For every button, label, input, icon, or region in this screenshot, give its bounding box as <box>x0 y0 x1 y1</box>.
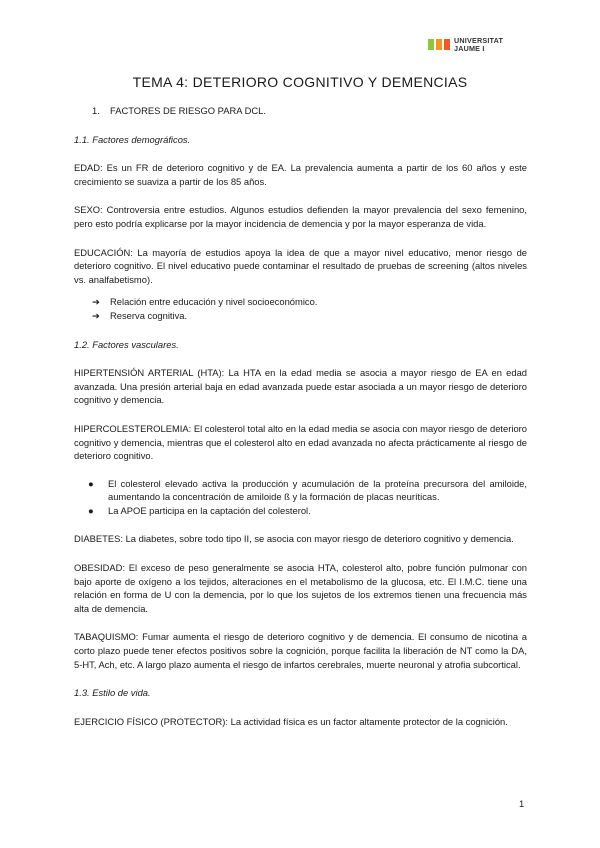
logo-mark-icon <box>428 39 450 50</box>
term-label: EDUCACIÓN: <box>74 246 133 258</box>
document-body <box>74 100 527 728</box>
bullet-icon: ● <box>88 504 94 516</box>
paragraph-ejercicio <box>74 715 527 729</box>
term-label: HIPERCOLESTEROLEMIA: <box>74 422 192 434</box>
term-label: HIPERTENSIÓN ARTERIAL (HTA): <box>74 367 225 379</box>
university-logo <box>428 37 503 52</box>
term-label: SEXO: <box>74 204 103 216</box>
paragraph-tabaquismo <box>74 630 527 671</box>
list-item-text: Relación entre educación y nivel socioeconómico. <box>110 296 318 308</box>
subsection-vasculares: 1.2. Factores vasculares. <box>74 338 179 350</box>
section-heading <box>92 104 527 118</box>
term-label: DIABETES: <box>74 533 123 545</box>
logo-block-green <box>428 39 434 50</box>
list-item-text: La APOE participa en la captación del colesterol. <box>108 504 311 516</box>
paragraph-hipercolesterolemia <box>74 422 527 463</box>
term-text: Es un FR de deterioro cognitivo y de EA. La prevalencia aumenta a partir de los 60 años y este crecimiento se suaviza a partir de los 85 años. <box>74 162 527 187</box>
term-text: El colesterol total alto en la edad media se asocia con mayor riesgo de deterioro cognitivo y demencia, mientras que el colesterol alto en edad avanzada no afecta prácticamente al riesgo de deterioro cognitivo. <box>74 422 527 462</box>
section-number: 1. <box>92 105 100 116</box>
list-item-text: Reserva cognitiva. <box>110 309 188 321</box>
arrow-icon: ➔ <box>92 296 100 308</box>
bullet-icon: ● <box>88 477 94 489</box>
hipercolesterolemia-list <box>74 477 527 518</box>
term-label: OBESIDAD: <box>74 562 126 574</box>
educacion-list <box>74 295 527 322</box>
list-item <box>92 309 527 323</box>
paragraph-educacion <box>74 246 527 287</box>
term-label: TABAQUISMO: <box>74 631 139 643</box>
arrow-icon: ➔ <box>92 309 100 321</box>
subsection-estilo-vida: 1.3. Estilo de vida. <box>74 687 151 699</box>
term-text: Fumar aumenta el riesgo de deterioro cognitivo y de demencia. El consumo de nicotina a corto plazo puede tener efectos positivos sobre la cognición, porque facilita la liberación de NT como la DA, 5-HT, Ach, etc. A largo plazo aumenta el riesgo de infartos cerebrales, muerte neuronal y atrofia subcortical. <box>74 631 527 670</box>
page-title: TEMA 4: DETERIORO COGNITIVO Y DEMENCIAS <box>132 74 468 90</box>
paragraph-obesidad <box>74 561 527 615</box>
logo-block-orange <box>436 39 442 50</box>
term-label: EDAD: <box>74 162 103 174</box>
section-title: FACTORES DE RIESGO PARA DCL. <box>110 105 266 116</box>
term-text: Controversia entre estudios. Algunos estudios defienden la mayor prevalencia del sexo femenino, pero esto podría explicarse por la mayor incidencia de demencia y por la mayor esperanza de vida. <box>74 204 527 229</box>
term-text: La actividad física es un factor altamente protector de la cognición. <box>230 715 508 727</box>
term-label: EJERCICIO FÍSICO (PROTECTOR): <box>74 715 229 727</box>
paragraph-edad <box>74 161 527 188</box>
list-item <box>88 477 527 504</box>
term-text: La mayoría de estudios apoya la idea de que a mayor nivel educativo, menor riesgo de deterioro cognitivo. El nivel educativo puede contaminar el resultado de pruebas de screening (altos niveles vs. analfabetismo). <box>74 246 527 285</box>
list-item <box>92 295 527 309</box>
list-item <box>88 504 527 518</box>
logo-line-2: JAUME I <box>454 43 485 53</box>
paragraph-diabetes <box>74 532 527 546</box>
term-text: La diabetes, sobre todo tipo II, se asocia con mayor riesgo de deterioro cognitivo y demencia. <box>125 533 514 545</box>
page-number: 1 <box>519 798 525 809</box>
subsection-demograficos: 1.1. Factores demográficos. <box>74 133 191 145</box>
list-item-text: El colesterol elevado activa la producción y acumulación de la proteína precursora del amiloide, aumentando la concentración de amiloide ß y la formación de placas neuríticas. <box>108 477 527 503</box>
logo-text <box>454 37 503 52</box>
paragraph-hta <box>74 366 527 407</box>
logo-block-red <box>444 39 450 50</box>
term-text: La HTA en la edad media se asocia a mayor riesgo de EA en edad avanzada. Una presión arterial baja en edad avanzada puede estar asociada a un mayor riesgo de deterioro cognitivo y demencia. <box>74 367 527 406</box>
logo-line-1: UNIVERSITAT <box>454 36 504 45</box>
term-text: El exceso de peso generalmente se asocia HTA, colesterol alto, pobre función pulmonar con bajo aporte de oxígeno a los tejidos, alteraciones en el metabolismo de la glucosa, etc. El I.M.C. tiene una relación en forma de U con la demencia, por lo que los sujetos de los extremos tienen una frecuencia más alta de demencia. <box>74 562 527 614</box>
paragraph-sexo <box>74 203 527 230</box>
